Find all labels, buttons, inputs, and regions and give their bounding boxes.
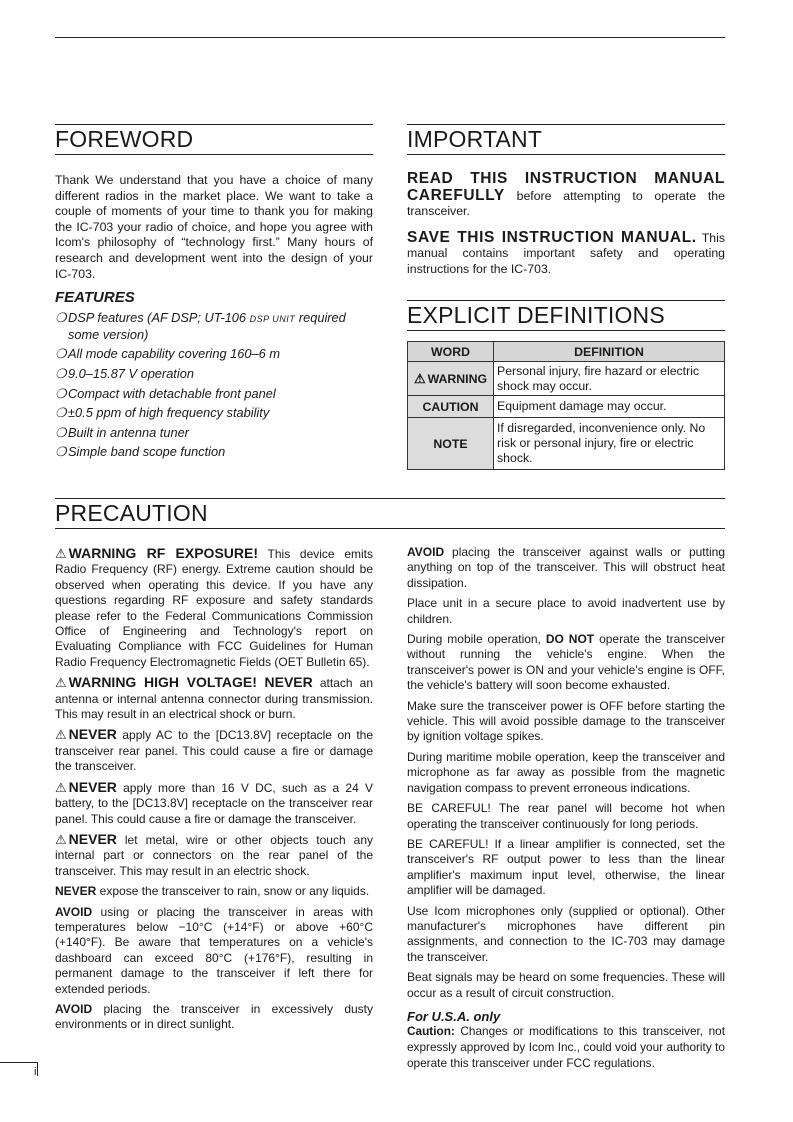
warning-triangle-icon: ⚠ <box>55 727 67 743</box>
definitions-heading <box>407 300 725 331</box>
warning-triangle-icon: ⚠ <box>55 779 67 795</box>
maritime-note: During maritime mobile operation, keep the transceiver and microphone as far away as possible from the magnetic navigation compass to prevent erroneous indications. <box>407 749 725 795</box>
important-heading <box>407 124 725 155</box>
feature-item: ❍ Simple band scope function <box>55 444 226 460</box>
definition-cell: If disregarded, inconvenience only. No risk or personal injury, fire or electric shock. <box>494 418 725 470</box>
circle-bullet-icon: ❍ <box>55 424 67 440</box>
heading-rule <box>55 154 373 155</box>
dust-caution: AVOID placing the transceiver in excessively dusty environments or in direct sunlight. <box>55 1001 373 1032</box>
word-cell: NOTE <box>408 418 494 470</box>
definition-cell: Personal injury, fire hazard or electric shock may occur. <box>494 362 725 396</box>
rain-caution: NEVER expose the transceiver to rain, snow or any liquids. <box>55 884 370 899</box>
foreword-body: Thank We understand that you have a choice of many different radios in the market place. We want to take a couple of moments of your time to thank you for making the IC-703 your radio of choice, and hope you agree with Icom's philosophy of “technology first.” Many hours of research and development went into the design of your IC-703. <box>55 173 373 281</box>
heading-rule <box>407 330 725 331</box>
precaution-title: PRECAUTION <box>55 500 208 526</box>
feature-item: ❍ ±0.5 ppm of high frequency stability <box>55 405 270 421</box>
linear-amplifier-note: BE CAREFUL! If a linear amplifier is connected, set the transceiver's RF output power to less than the linear amplifier's maximum input level, otherwise, the linear amplifier will be damaged. <box>407 836 725 898</box>
ac-warning: ⚠ NEVER apply AC to the [DC13.8V] receptacle on the transceiver rear panel. This could cause a fire or damage the transceiver. <box>55 726 373 774</box>
definitions-table <box>407 341 725 470</box>
column-header-word: WORD <box>408 342 494 362</box>
heading-rule <box>407 154 725 155</box>
feature-item: ❍ Built in antenna tuner <box>55 424 189 440</box>
precaution-left-column <box>55 546 373 1038</box>
metal-warning: ⚠ NEVER let metal, wire or other objects touch any internal part or connectors on the rear panel of the transceiver. This may result in an electric shock. <box>55 830 373 878</box>
warning-triangle-icon: ⚠ <box>55 546 67 561</box>
feature-item: ❍ All mode capability covering 160–6 m <box>55 346 280 362</box>
temperature-caution: AVOID using or placing the transceiver in areas with temperatures below −10°C (+14°F) or above +60°C (+140°F). Be aware that temperatures on a vehicle's dashboard can exceed 80°C (+176°F), resulting in permanent damage to the transceiver if left there for extended periods. <box>55 904 373 996</box>
walls-caution: AVOID placing the transceiver against walls or putting anything on top of the transceiver. This will obstruct heat dissipation. <box>407 545 725 590</box>
hot-panel-note: BE CAREFUL! The rear panel will become hot when operating the transceiver continuously for long periods. <box>407 801 725 831</box>
word-cell: ⚠ WARNING <box>408 362 494 396</box>
circle-bullet-icon: ❍ <box>55 385 67 401</box>
dc-warning: ⚠ NEVER apply more than 16 V DC, such as a 24 V battery, to the [DC13.8V] receptacle on the transceiver rear panel. This could cause a fire or damage the transceiver. <box>55 778 373 826</box>
power-off-note: Make sure the transceiver power is OFF before starting the vehicle. This will avoid possible damage to the transceiver by ignition voltage spikes. <box>407 698 725 744</box>
warning-triangle-icon: ⚠ <box>413 370 426 386</box>
feature-item: ❍ DSP features (AF DSP; UT-106 DSP UNIT required some version) <box>55 309 346 342</box>
features-list <box>55 310 373 461</box>
circle-bullet-icon: ❍ <box>55 444 67 460</box>
features-title: FEATURES <box>55 289 135 307</box>
microphone-note: Use Icom microphones only (supplied or optional). Other manufacturer's microphones have different pin assignments, and connection to the IC-703 may damage the transceiver. <box>407 903 725 964</box>
word-cell: CAUTION <box>408 396 494 418</box>
foreword-heading <box>55 124 373 155</box>
important-read-para: READ THIS INSTRUCTION MANUAL CAREFULLY before attempting to operate the transceiver. <box>407 170 725 219</box>
definition-cell: Equipment damage may occur. <box>494 396 725 418</box>
important-column <box>407 171 725 288</box>
mobile-operation-caution: During mobile operation, DO NOT operate the transceiver without running the vehicle's engine. When the transceiver's power is ON and your vehicle's engine is OFF, the vehicle's battery will soon become exhausted. <box>407 632 725 693</box>
precaution-heading <box>55 498 725 529</box>
foreword-column <box>55 173 373 464</box>
usa-only-title: For U.S.A. only <box>407 1008 501 1024</box>
beat-signals-note: Beat signals may be heard on some frequencies. These will occur as a result of circuit construction. <box>407 970 725 1000</box>
top-rule <box>55 37 725 38</box>
column-header-definition: DEFINITION <box>494 342 725 362</box>
precaution-right-column <box>407 545 725 1071</box>
table-row <box>408 362 725 396</box>
circle-bullet-icon: ❍ <box>55 405 67 421</box>
important-title: IMPORTANT <box>407 126 543 152</box>
footer-rule <box>37 1062 38 1076</box>
circle-bullet-icon: ❍ <box>55 346 67 362</box>
important-save-para: SAVE THIS INSTRUCTION MANUAL. This manual contains important safety and operating instructions for the IC-703. <box>407 228 725 276</box>
circle-bullet-icon: ❍ <box>55 365 67 381</box>
high-voltage-warning: ⚠ WARNING HIGH VOLTAGE! NEVER attach an antenna or internal antenna connector during transmission. This may result in an electrical shock or burn. <box>55 674 373 722</box>
page-number: i <box>34 1066 37 1078</box>
table-row <box>408 396 725 418</box>
warning-triangle-icon: ⚠ <box>55 675 67 691</box>
heading-rule <box>55 528 725 529</box>
footer-rule <box>0 1062 38 1063</box>
warning-triangle-icon: ⚠ <box>55 831 67 847</box>
feature-item: ❍ 9.0–15.87 V operation <box>55 365 194 381</box>
table-row <box>408 418 725 470</box>
small-caps-text: DSP UNIT <box>249 313 296 324</box>
fcc-caution: Caution: Changes or modifications to this transceiver, not expressly approved by Icom Inc., could void your authority to operate this transceiver under FCC regulations. <box>407 1024 725 1070</box>
foreword-title: FOREWORD <box>55 126 194 152</box>
rf-exposure-warning: ⚠ WARNING RF EXPOSURE! This device emits Radio Frequency (RF) energy. Extreme caution should be observed when operating this device. If you have any questions regarding RF exposure and safety standards please refer to the Federal Communications Commission Office of Engineering and Technology's report on Evaluating Compliance with FCC Guidelines for Human Radio Frequency Electromagnetic Fields (OET Bulletin 65). <box>55 545 373 669</box>
feature-item: ❍ Compact with detachable front panel <box>55 385 276 401</box>
secure-place-note: Place unit in a secure place to avoid inadvertent use by children. <box>407 596 725 626</box>
circle-bullet-icon: ❍ <box>55 309 67 325</box>
definitions-title: EXPLICIT DEFINITIONS <box>407 302 665 328</box>
table-header-row <box>408 342 725 362</box>
